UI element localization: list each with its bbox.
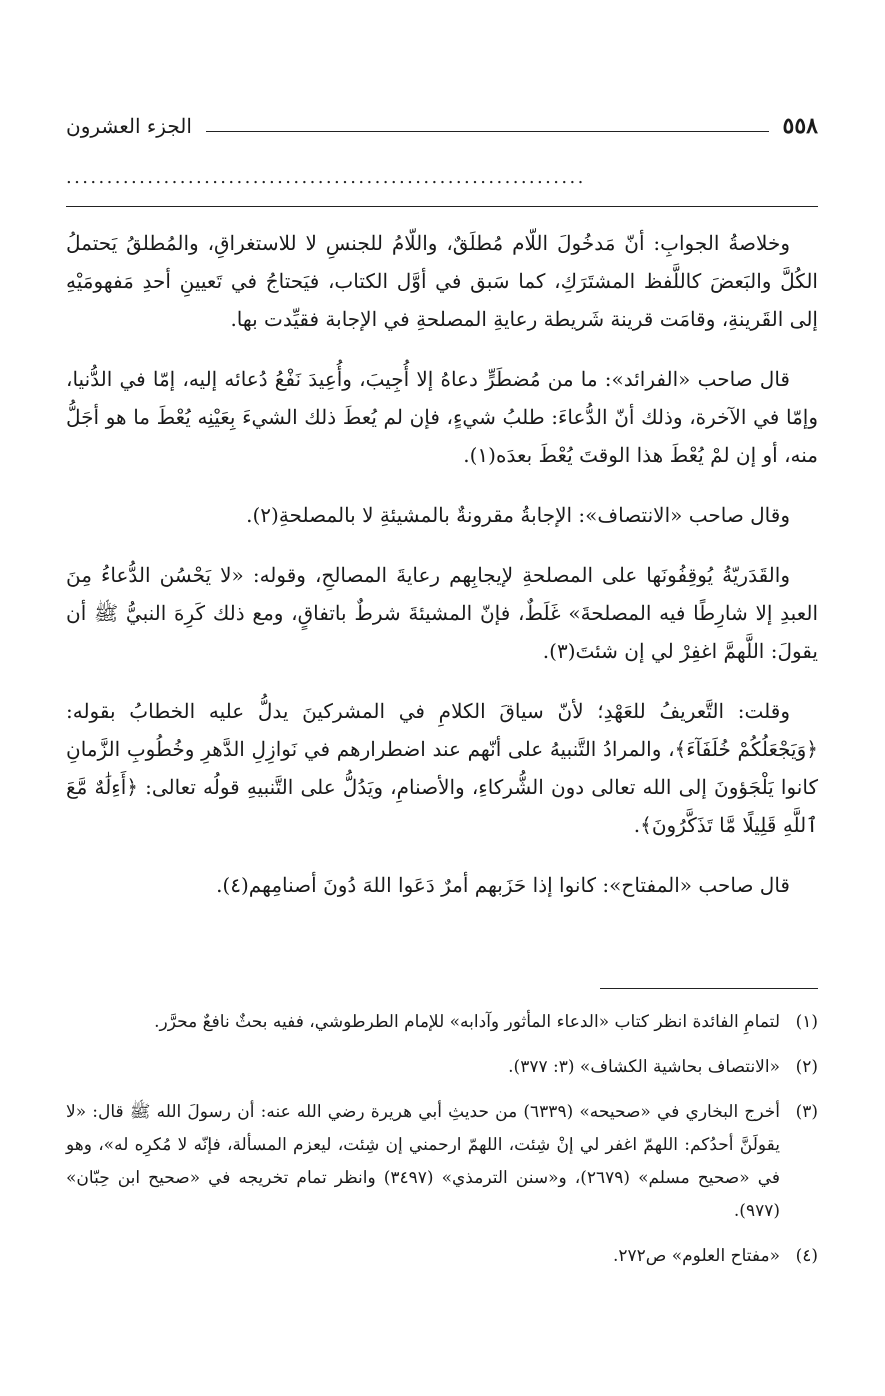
footnote	[66, 1006, 818, 1039]
footnote-text: «الانتصاف بحاشية الكشاف» (٣: ٣٧٧).	[508, 1057, 780, 1077]
paragraph: وقلت: التَّعريفُ للعَهْدِ؛ لأنّ سياقَ الكلامِ في المشركينَ يدلُّ عليه الخطابُ بقوله: ﴿وَيَجْعَلُكُمْ خُلَفَآءَ﴾، والمرادُ التَّنبيهُ على أنّهم عند اضطرارهم في نَوازِلِ الدَّهرِ وخُطُوبِ الزَّمانِ كانوا يَلْجَؤونَ إلى الله تعالى دون الشُّركاءِ، والأصنامِ، ويَدُلُّ على التَّنبيهِ قولُه تعالى: ﴿أَءِلَٰهٌ مَّعَ ٱللَّهِ قَلِيلًا مَّا تَذَكَّرُونَ﴾.	[66, 699, 818, 837]
paragraph: وخلاصةُ الجوابِ: أنّ مَدخُولَ اللّام مُطلَقٌ، واللّامُ للجنسِ لا للاستغراقِ، والمُطلقُ يَحتملُ الكُلَّ والبَعضَ كاللَّفظ المشتَرَكِ، كما سَبق في أوَّل الكتاب، فيَحتاجُ في تَعيينِ أحدِ مَفهومَيْهِ إلى القَرينةِ، وقامَت قرينة شَريطة رعايةِ المصلحةِ في الإجابة فقيِّدت بها.	[66, 231, 818, 331]
paragraph: وقال صاحب «الانتصاف»: الإجابةُ مقرونةٌ بالمشيئةِ لا بالمصلحةِ(٢).	[246, 503, 790, 527]
footnote	[66, 1096, 818, 1228]
running-title: الجزء العشرون	[66, 114, 192, 138]
dotted-divider: ................................................................	[66, 168, 586, 188]
main-text	[66, 224, 818, 926]
page-header	[66, 108, 818, 144]
footnote	[66, 1051, 818, 1084]
footnote-number: (٣)	[795, 1102, 818, 1122]
footnotes	[66, 1006, 818, 1285]
paragraph: والقَدَريّةُ يُوقِفُونَها على المصلحةِ لإيجابِهم رعايةَ المصالحِ، وقوله: «لا يَحْسُن الدُّعاءُ مِنَ العبدِ إلا شارِطًا فيه المصلحةَ» غَلَطٌ، فإنّ المشيئةَ شرطٌ باتفاقٍ، ومع ذلك كَرِهَ النبيُّ ﷺ أن يقولَ: اللَّهمَّ اغفِرْ لي إن شئتَ(٣).	[66, 563, 818, 663]
footnote-text: أخرج البخاري في «صحيحه» (٦٣٣٩) من حديثِ أبي هريرة رضي الله عنه: أن رسولَ الله ﷺ قال: «لا يقولَنَّ أحدُكم: اللهمّ اغفر لي إنْ شِئت، اللهمّ ارحمني إن شِئت، ليعزم المسألة، فإنّه لا مُكرِه له»، وهو في «صحيح مسلم» (٢٦٧٩)، و«سنن الترمذي» (٣٤٩٧) وانظر تمام تخريجه في «صحيح ابن حِبّان» (٩٧٧).	[66, 1102, 780, 1221]
footnote-text: «مفتاح العلوم» ص٢٧٢.	[612, 1246, 780, 1266]
top-rule	[66, 206, 818, 207]
footnote-number: (١)	[795, 1012, 818, 1032]
paragraph: قال صاحب «المفتاح»: كانوا إذا حَزَبهم أمرٌ دَعَوا اللهَ دُونَ أصنامِهم(٤).	[216, 873, 790, 897]
paragraph: قال صاحب «الفرائد»: ما من مُضطَرٍّ دعاهُ إلا أُجِيبَ، وأُعِيدَ نَفْعُ دُعائه إليه، إمّا في الدُّنيا، وإمّا في الآخرة، وذلك أنّ الدُّعاءَ: طلبُ شيءٍ، فإن لم يُعطَ ذلك الشيءَ بِعَيْنِه يُعْطَ ما هو أجَلُّ منه، أو إن لمْ يُعْطَ هذا الوقتَ يُعْطَ بعدَه(١).	[66, 367, 818, 467]
header-rule	[206, 131, 769, 132]
footnote-number: (٢)	[795, 1057, 818, 1077]
footnote	[66, 1240, 818, 1273]
footnote-text: لتمامِ الفائدة انظر كتاب «الدعاء المأثور وآدابه» للإمام الطرطوشي، ففيه بحثٌ نافعٌ محرَّر.	[154, 1012, 780, 1032]
footnote-number: (٤)	[795, 1246, 818, 1266]
page-number: ٥٥٨	[782, 113, 818, 139]
footnote-separator	[600, 988, 818, 989]
